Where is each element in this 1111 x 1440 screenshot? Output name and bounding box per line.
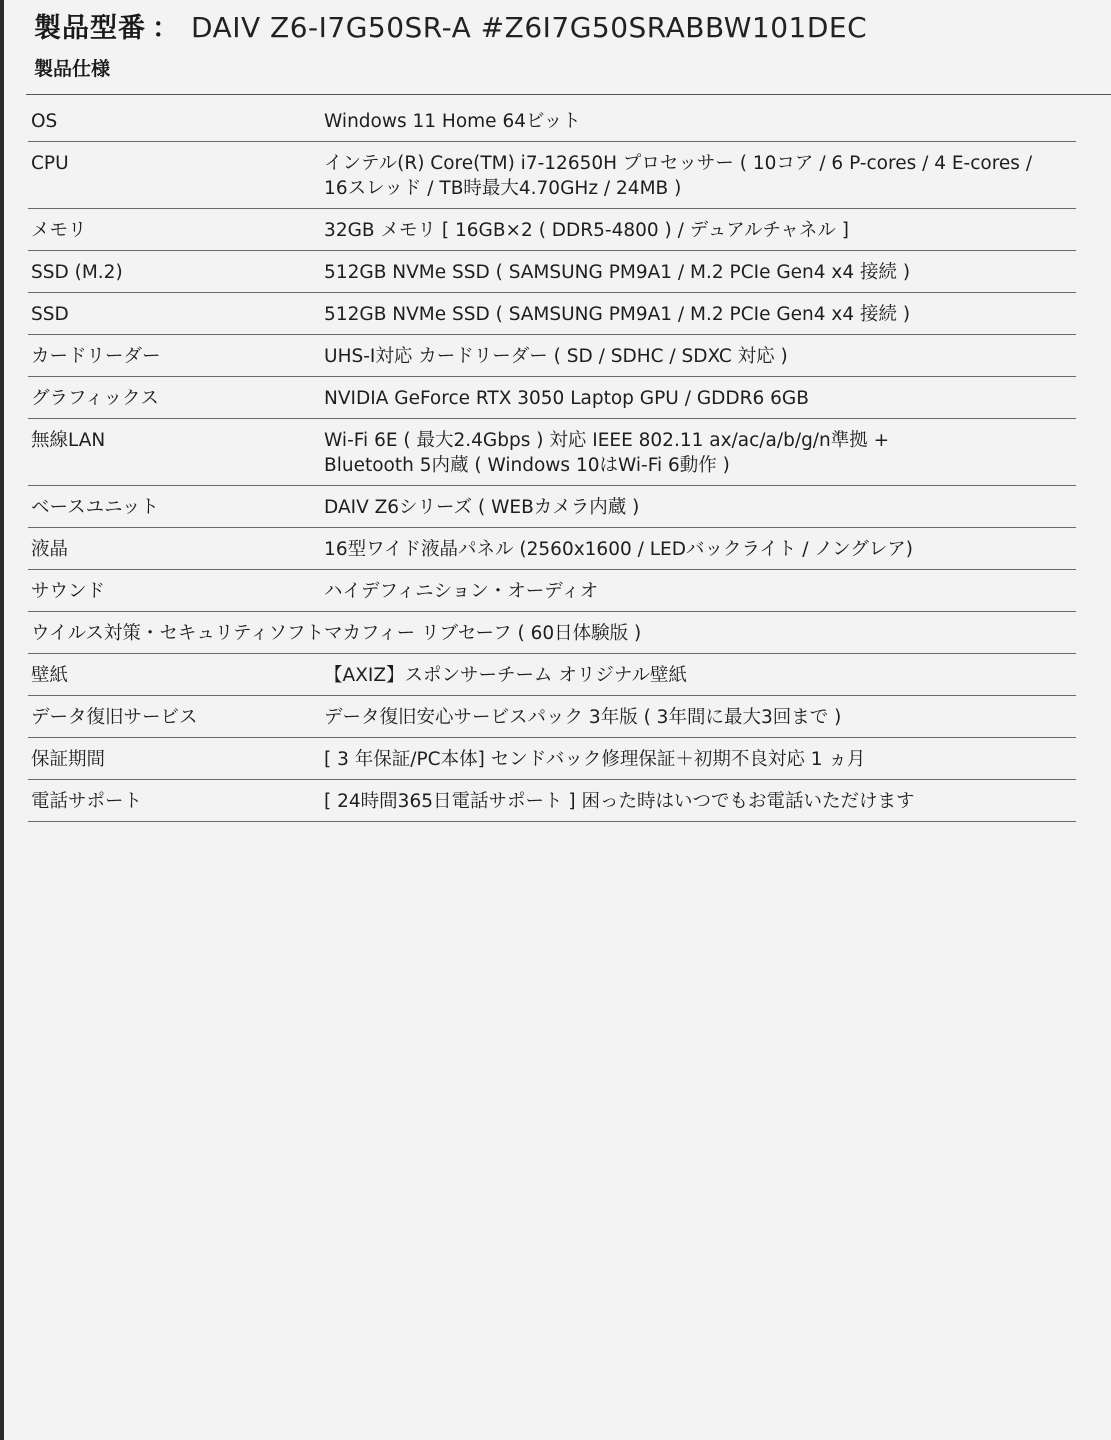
spec-row <box>28 654 1076 696</box>
spec-value-line: 512GB NVMe SSD ( SAMSUNG PM9A1 / M.2 PCIe Gen4 x4 接続 ) <box>324 304 911 325</box>
spec-label: ウイルス対策・セキュリティソフト <box>28 612 324 654</box>
spec-row <box>28 612 1076 654</box>
spec-value <box>324 209 1076 251</box>
spec-value-line: データ復旧安心サービスパック 3年版 ( 3年間に最大3回まで ) <box>324 707 842 728</box>
spec-label: データ復旧サービス <box>28 696 324 738</box>
spec-value-line: インテル(R) Core(TM) i7-12650H プロセッサー ( 10コア / 6 P-cores / 4 E-cores / <box>324 153 1033 174</box>
spec-label: 無線LAN <box>28 419 324 486</box>
spec-value-line: NVIDIA GeForce RTX 3050 Laptop GPU / GDDR6 6GB <box>324 388 809 409</box>
spec-value <box>324 100 1076 142</box>
spec-row <box>28 142 1076 209</box>
page-left-edge <box>0 0 4 1440</box>
spec-value-line: Windows 11 Home 64ビット <box>324 111 581 132</box>
spec-row <box>28 738 1076 780</box>
spec-value <box>324 377 1076 419</box>
title-label: 製品型番 <box>34 13 146 44</box>
spec-table-body <box>28 100 1076 822</box>
spec-value-line: 【AXIZ】スポンサーチーム オリジナル壁紙 <box>324 665 687 686</box>
spec-label: SSD <box>28 293 324 335</box>
spec-label: 保証期間 <box>28 738 324 780</box>
spec-label: 壁紙 <box>28 654 324 696</box>
spec-table <box>28 100 1076 822</box>
spec-value <box>324 696 1076 738</box>
spec-label: メモリ <box>28 209 324 251</box>
spec-value-line: DAIV Z6シリーズ ( WEBカメラ内蔵 ) <box>324 497 640 518</box>
spec-value-line: Wi-Fi 6E ( 最大2.4Gbps ) 対応 IEEE 802.11 ax/ac/a/b/g/n準拠 + <box>324 430 890 451</box>
spec-value-line: 32GB メモリ [ 16GB×2 ( DDR5-4800 ) / デュアルチャネル ] <box>324 220 850 241</box>
spec-row <box>28 293 1076 335</box>
spec-row <box>28 251 1076 293</box>
spec-row <box>28 570 1076 612</box>
spec-label: カードリーダー <box>28 335 324 377</box>
product-title <box>34 6 867 46</box>
spec-value-line: [ 3 年保証/PC本体] センドバック修理保証＋初期不良対応 1 ヵ月 <box>324 749 866 770</box>
spec-row <box>28 100 1076 142</box>
spec-value-line: [ 24時間365日電話サポート ] 困った時はいつでもお電話いただけます <box>324 791 915 812</box>
spec-value-line: マカフィー リブセーフ ( 60日体験版 ) <box>324 623 642 644</box>
spec-label: OS <box>28 100 324 142</box>
model-number: DAIV Z6-I7G50SR-A #Z6I7G50SRABBW101DEC <box>191 11 868 44</box>
spec-value-line: 16型ワイド液晶パネル (2560x1600 / LEDバックライト / ノングレア) <box>324 539 914 560</box>
spec-value-line: 16スレッド / TB時最大4.70GHz / 24MB ) <box>324 178 682 199</box>
spec-value-line: UHS-I対応 カードリーダー ( SD / SDHC / SDXC 対応 ) <box>324 346 788 367</box>
spec-value <box>324 251 1076 293</box>
spec-value <box>324 293 1076 335</box>
spec-row <box>28 780 1076 822</box>
title-colon: ： <box>152 13 179 44</box>
spec-label: SSD (M.2) <box>28 251 324 293</box>
spec-row <box>28 419 1076 486</box>
spec-value <box>324 612 1076 654</box>
spec-label: サウンド <box>28 570 324 612</box>
spec-label: グラフィックス <box>28 377 324 419</box>
spec-value <box>324 335 1076 377</box>
section-heading: 製品仕様 <box>34 58 111 80</box>
spec-value <box>324 738 1076 780</box>
spec-row <box>28 696 1076 738</box>
spec-value-line: Bluetooth 5内蔵 ( Windows 10はWi-Fi 6動作 ) <box>324 455 730 476</box>
spec-value-line: ハイデフィニション・オーディオ <box>324 581 599 602</box>
header-divider <box>26 94 1111 95</box>
spec-row <box>28 377 1076 419</box>
spec-value <box>324 570 1076 612</box>
spec-row <box>28 335 1076 377</box>
spec-value <box>324 780 1076 822</box>
spec-row <box>28 209 1076 251</box>
spec-row <box>28 528 1076 570</box>
spec-row <box>28 486 1076 528</box>
spec-value <box>324 142 1076 209</box>
spec-value <box>324 654 1076 696</box>
spec-label: 電話サポート <box>28 780 324 822</box>
spec-value <box>324 419 1076 486</box>
spec-value-line: 512GB NVMe SSD ( SAMSUNG PM9A1 / M.2 PCIe Gen4 x4 接続 ) <box>324 262 911 283</box>
spec-value <box>324 528 1076 570</box>
spec-value <box>324 486 1076 528</box>
spec-label: ベースユニット <box>28 486 324 528</box>
spec-label: CPU <box>28 142 324 209</box>
spec-label: 液晶 <box>28 528 324 570</box>
